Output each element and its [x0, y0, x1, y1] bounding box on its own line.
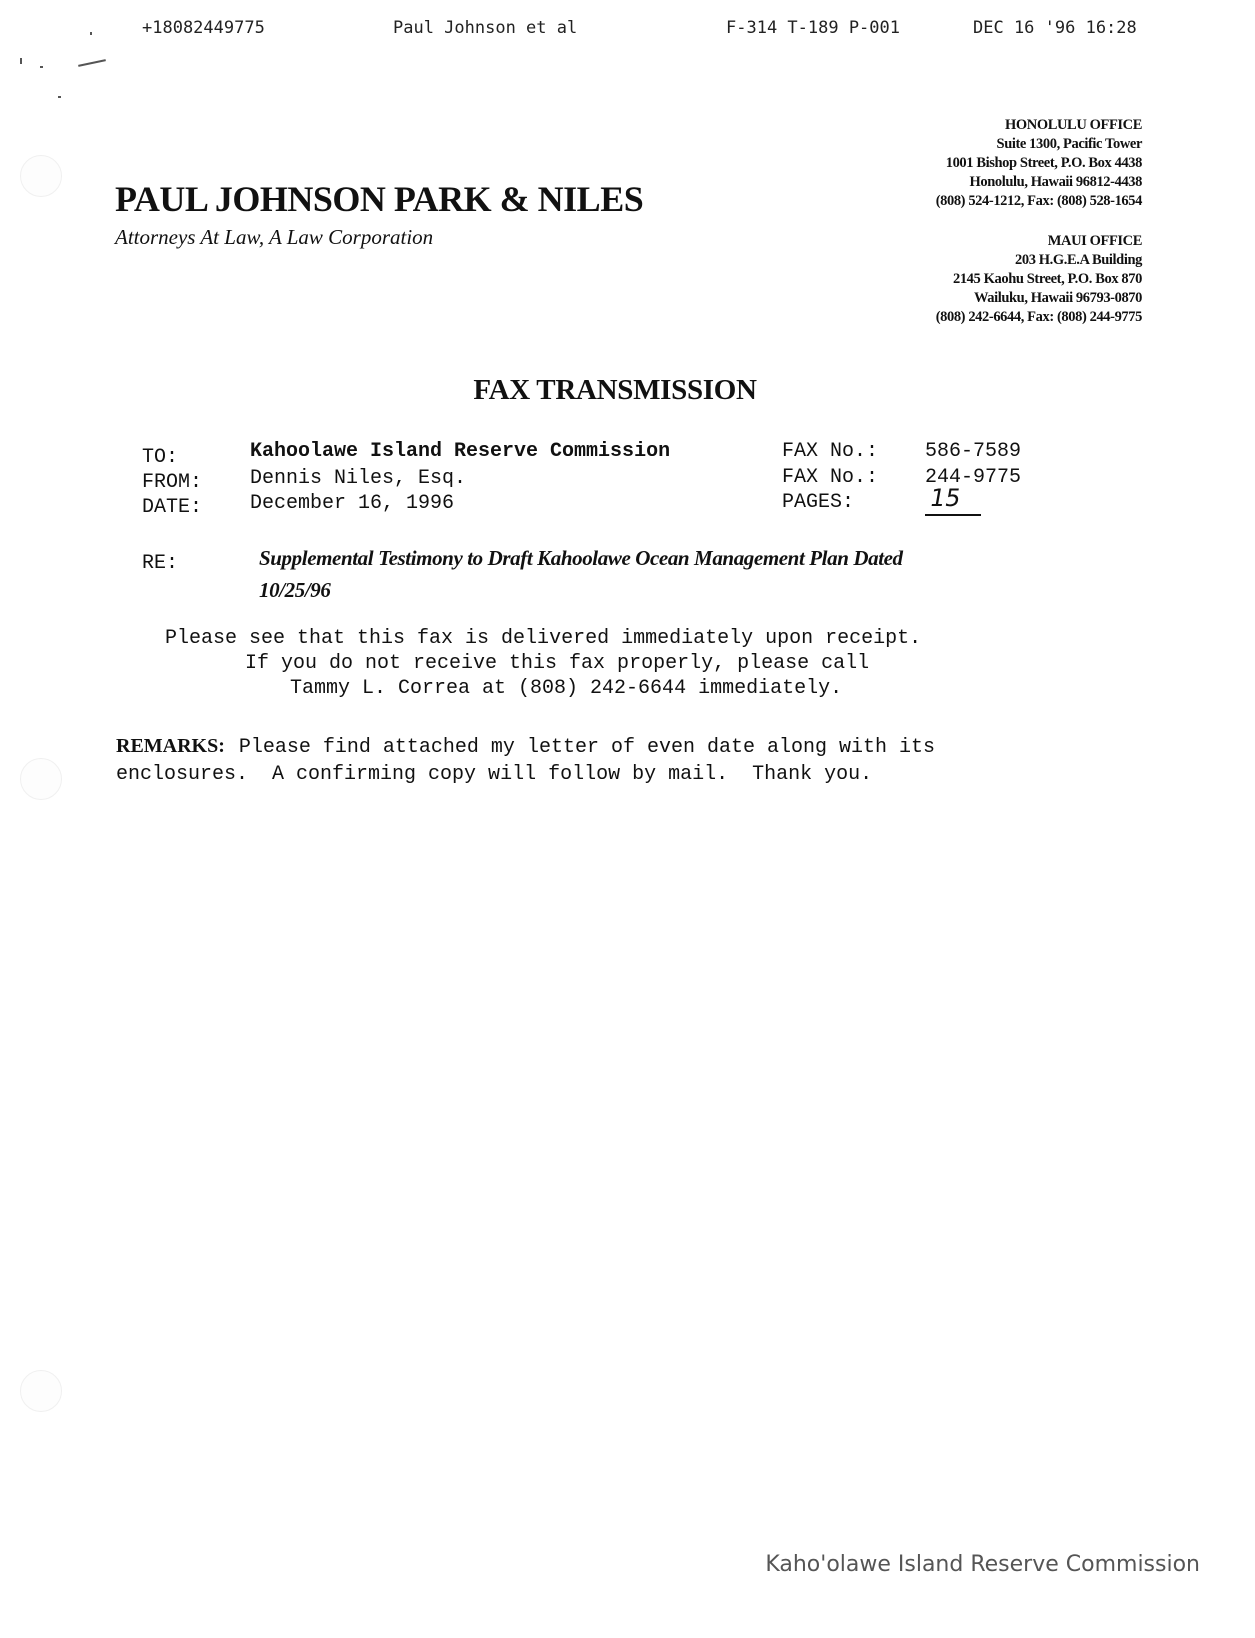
- fax-number-label-from: FAX No.:: [782, 466, 879, 489]
- punch-hole-middle: [20, 758, 62, 800]
- re-subject-line: Supplemental Testimony to Draft Kahoolawe Ocean Management Plan Dated: [259, 546, 903, 570]
- remarks-block: [116, 735, 935, 786]
- to-label: TO:: [142, 446, 179, 469]
- date-value: December 16, 1996: [250, 492, 455, 515]
- delivery-notice-line: Tammy L. Correa at (808) 242-6644 immediately.: [290, 677, 843, 700]
- punch-hole-bottom: [20, 1370, 62, 1412]
- honolulu-office-line: (808) 524-1212, Fax: (808) 528-1654: [935, 193, 1142, 209]
- maui-office-line: 203 H.G.E.A Building: [1015, 252, 1142, 268]
- fax-header-phone: +18082449775: [142, 18, 265, 38]
- honolulu-office-heading: HONOLULU OFFICE: [1005, 117, 1142, 133]
- punch-hole-top: [20, 155, 62, 197]
- scan-speck: [58, 96, 61, 98]
- date-label: DATE:: [142, 496, 203, 519]
- pages-label: PAGES:: [782, 491, 855, 514]
- fax-transmission-title: FAX TRANSMISSION: [473, 374, 757, 406]
- scan-speck: [40, 66, 43, 68]
- fax-header-codes: F-314 T-189 P-001: [726, 18, 900, 38]
- pages-underline: [925, 514, 981, 516]
- maui-office-line: 2145 Kaohu Street, P.O. Box 870: [952, 271, 1142, 287]
- maui-office-line: Wailuku, Hawaii 96793-0870: [973, 290, 1142, 306]
- scan-speck: [20, 58, 22, 64]
- firm-name: PAUL JOHNSON PARK & NILES: [115, 179, 644, 219]
- fax-header-sender: Paul Johnson et al: [393, 18, 578, 38]
- firm-subtitle: Attorneys At Law, A Law Corporation: [115, 225, 434, 249]
- scan-speck: [90, 32, 92, 35]
- re-subject: [259, 542, 903, 606]
- from-label: FROM:: [142, 471, 203, 494]
- re-subject-line: 10/25/96: [259, 578, 331, 602]
- honolulu-office-line: 1001 Bishop Street, P.O. Box 4438: [945, 155, 1142, 171]
- pages-value-handwritten: 15: [927, 484, 964, 512]
- honolulu-office: [936, 116, 1142, 211]
- maui-office: [936, 232, 1142, 327]
- remarks-line: Please find attached my letter of even date along with its: [238, 736, 936, 759]
- scan-speck: [78, 59, 106, 67]
- remarks-label: REMARKS:: [116, 735, 225, 757]
- re-label: RE:: [142, 552, 179, 575]
- to-value: Kahoolawe Island Reserve Commission: [250, 440, 671, 463]
- fax-header-datetime: DEC 16 '96 16:28: [973, 18, 1137, 38]
- delivery-notice-line: If you do not receive this fax properly, please call: [245, 652, 870, 675]
- archive-watermark: Kaho'olawe Island Reserve Commission: [765, 1552, 1200, 1577]
- fax-number-value-to: 586-7589: [925, 440, 1022, 463]
- honolulu-office-line: Honolulu, Hawaii 96812-4438: [969, 174, 1142, 190]
- delivery-notice-line: Please see that this fax is delivered immediately upon receipt.: [165, 627, 922, 650]
- remarks-line: enclosures. A confirming copy will follow by mail. Thank you.: [116, 763, 873, 786]
- fax-number-value-from: 244-9775: [925, 466, 1022, 489]
- maui-office-heading: MAUI OFFICE: [1047, 233, 1142, 249]
- fax-number-label-to: FAX No.:: [782, 440, 879, 463]
- from-value: Dennis Niles, Esq.: [250, 467, 467, 490]
- honolulu-office-line: Suite 1300, Pacific Tower: [996, 136, 1142, 152]
- maui-office-line: (808) 242-6644, Fax: (808) 244-9775: [935, 309, 1142, 325]
